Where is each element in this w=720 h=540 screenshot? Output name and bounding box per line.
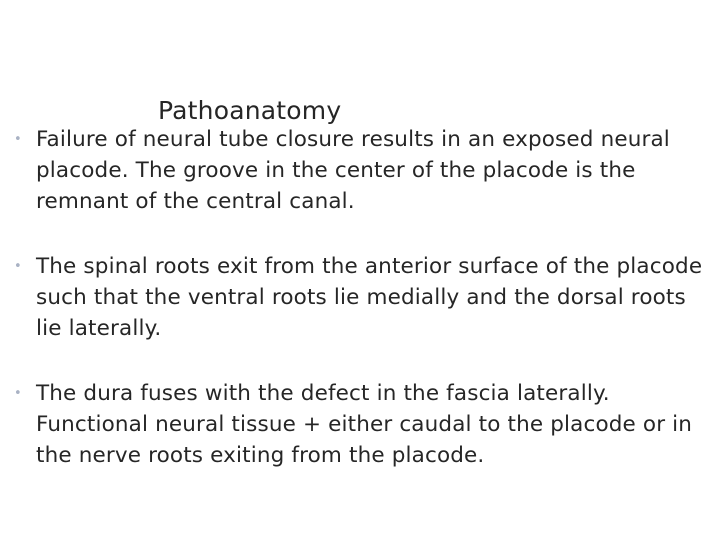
- bullet-text: Failure of neural tube closure results in an exposed neural placode. The groove in the center of the placode is the remnant of the central canal.: [36, 127, 670, 214]
- bullet-text: The dura fuses with the defect in the fascia laterally. Functional neural tissue + either caudal to the placode or in the nerve roots exiting from the placode.: [36, 381, 693, 468]
- bullet-dot-icon: •: [14, 132, 22, 147]
- bullet-dot-icon: •: [14, 386, 22, 401]
- bullet-item-spinal-roots: [14, 251, 718, 344]
- bullet-item-closure: [14, 124, 718, 217]
- bullet-item-dura: [14, 378, 718, 471]
- bullet-dot-icon: •: [14, 259, 22, 274]
- slide-title: Pathoanatomy: [158, 95, 342, 125]
- bullet-list: [14, 124, 718, 505]
- bullet-text: The spinal roots exit from the anterior surface of the placode such that the ventral roots lie medially and the dorsal roots lie laterally.: [36, 254, 703, 341]
